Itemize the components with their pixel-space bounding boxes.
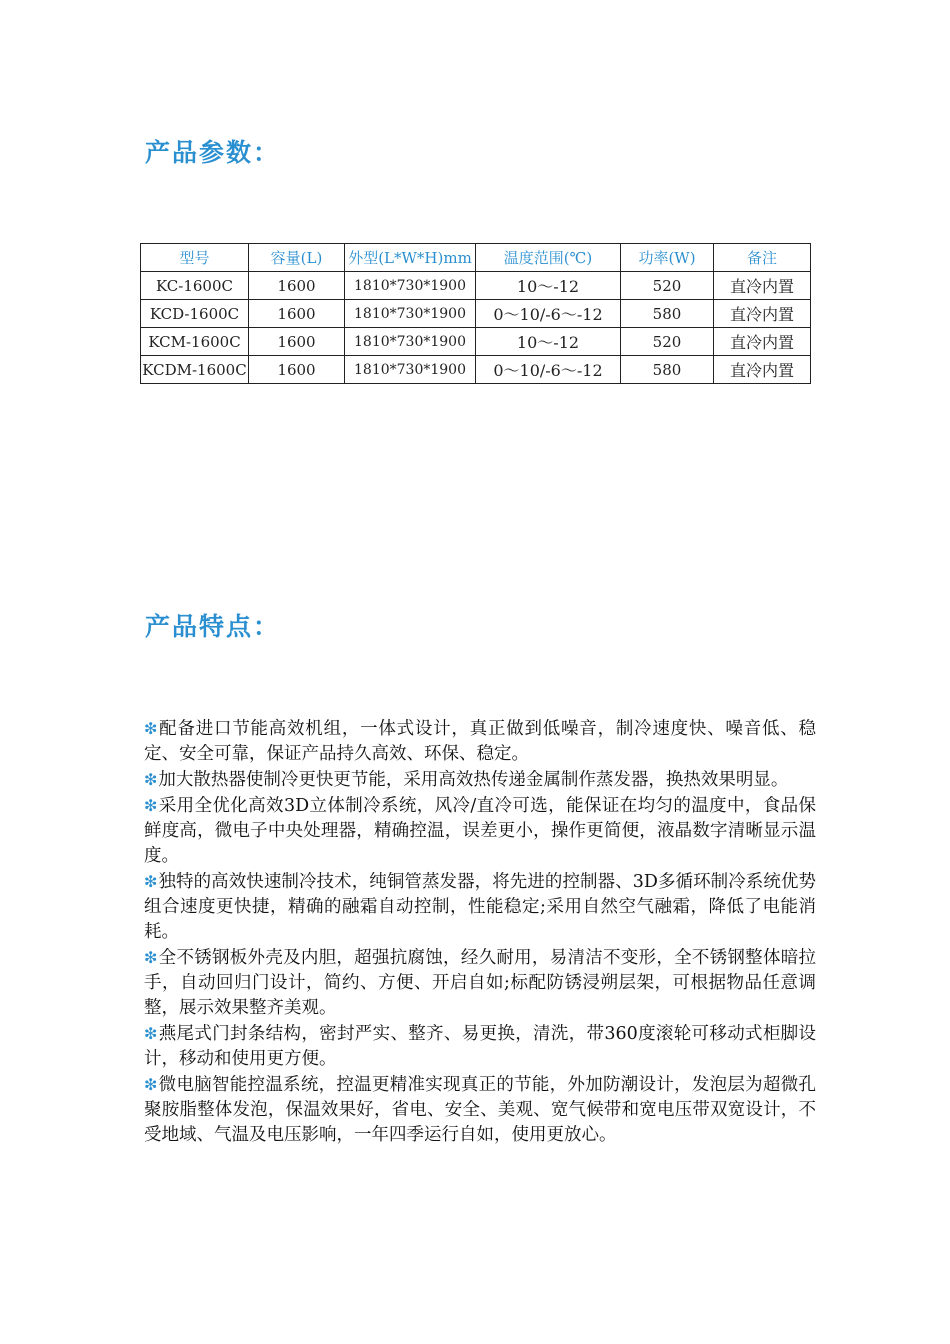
table-row [141,272,811,300]
cell-power: 580 [621,300,714,328]
feature-text: 微电脑智能控温系统，控温更精准实现真正的节能，外加防潮设计，发泡层为超微孔聚胺脂整体发泡，保温效果好，省电、安全、美观、宽气候带和宽电压带双宽设计，不受地域、气温及电压影响，一年四季运行自如，使用更放心。 [144,1075,816,1145]
header-power: 功率(W) [621,244,714,272]
header-temperature-range: 温度范围(℃) [476,244,621,272]
list-item [144,767,816,793]
cell-model: KCD-1600C [141,300,249,328]
table-header-row [141,244,811,272]
cell-temperature-range: 0～10/-6～-12 [476,300,621,328]
feature-text: 配备进口节能高效机组，一体式设计，真正做到低噪音，制冷速度快、噪音低、稳定、安全可靠，保证产品持久高效、环保、稳定。 [144,719,816,764]
cell-model: KCDM-1600C [141,356,249,384]
cell-dimensions: 1810*730*1900 [345,328,476,356]
list-item [144,793,816,869]
cell-dimensions: 1810*730*1900 [345,300,476,328]
feature-text: 加大散热器使制冷更快更节能，采用高效热传递金属制作蒸发器，换热效果明显。 [158,770,789,790]
cell-dimensions: 1810*730*1900 [345,272,476,300]
cell-temperature-range: 0～10/-6～-12 [476,356,621,384]
cell-remarks: 直冷内置 [714,272,811,300]
snowflake-icon: ❇ [144,770,158,789]
snowflake-icon: ❇ [144,948,158,967]
cell-capacity: 1600 [249,328,345,356]
list-item [144,1072,816,1148]
feature-text: 燕尾式门封条结构，密封严实、整齐、易更换，清洗，带360度滚轮可移动式柜脚设计，移动和使用更方便。 [144,1024,816,1069]
header-dimensions: 外型(L*W*H)mm [345,244,476,272]
cell-capacity: 1600 [249,356,345,384]
cell-temperature-range: 10～-12 [476,328,621,356]
list-item [144,1021,816,1072]
snowflake-icon: ❇ [144,1075,158,1094]
list-item [144,869,816,945]
cell-temperature-range: 10～-12 [476,272,621,300]
header-remarks: 备注 [714,244,811,272]
cell-remarks: 直冷内置 [714,356,811,384]
cell-power: 520 [621,328,714,356]
spec-table [140,243,811,384]
cell-dimensions: 1810*730*1900 [345,356,476,384]
product-parameters-heading: 产品参数： [145,138,281,167]
product-features-heading: 产品特点： [145,612,281,641]
header-model: 型号 [141,244,249,272]
table-row [141,300,811,328]
snowflake-icon: ❇ [144,872,158,891]
cell-remarks: 直冷内置 [714,328,811,356]
cell-model: KCM-1600C [141,328,249,356]
table-row [141,328,811,356]
cell-power: 520 [621,272,714,300]
cell-power: 580 [621,356,714,384]
cell-model: KC-1600C [141,272,249,300]
cell-capacity: 1600 [249,272,345,300]
snowflake-icon: ❇ [144,1024,158,1043]
feature-text: 独特的高效快速制冷技术，纯铜管蒸发器，将先进的控制器、3D多循环制冷系统优势组合速度更快捷，精确的融霜自动控制，性能稳定;采用自然空气融霜，降低了电能消耗。 [144,872,816,942]
cell-remarks: 直冷内置 [714,300,811,328]
snowflake-icon: ❇ [144,719,158,738]
header-capacity: 容量(L) [249,244,345,272]
feature-text: 采用全优化高效3D立体制冷系统，风冷/直冷可选，能保证在均匀的温度中，食品保鲜度高，微电子中央处理器，精确控温，误差更小，操作更简便，液晶数字清晰显示温度。 [144,796,816,866]
table-row [141,356,811,384]
cell-capacity: 1600 [249,300,345,328]
list-item [144,945,816,1021]
list-item [144,716,816,767]
snowflake-icon: ❇ [144,796,158,815]
feature-text: 全不锈钢板外壳及内胆，超强抗腐蚀，经久耐用，易清洁不变形，全不锈钢整体暗拉手，自动回归门设计，简约、方便、开启自如;标配防锈浸朔层架，可根据物品任意调整，展示效果整齐美观。 [144,948,816,1018]
features-list [144,716,816,1148]
